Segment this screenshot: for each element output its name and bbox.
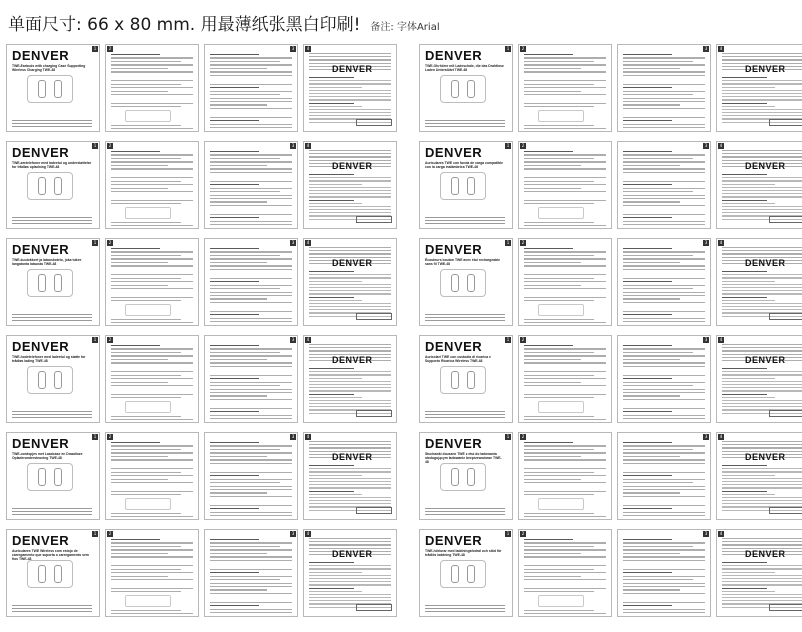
manual-instructions-page bbox=[105, 432, 199, 520]
denver-logo: DENVER bbox=[425, 436, 483, 451]
denver-logo: DENVER bbox=[332, 64, 373, 74]
page-number-badge: 3 bbox=[291, 46, 295, 51]
cover-footer-text bbox=[425, 216, 505, 224]
instruction-text bbox=[111, 248, 193, 326]
page-number-badge: 2 bbox=[521, 337, 525, 342]
cover-title: Auriculares TWE Wireless com estojo de carregamento que suporta o carregamento sem fios TWE-48 bbox=[12, 549, 89, 561]
earbuds-illustration bbox=[27, 560, 73, 588]
manual-back-page bbox=[716, 141, 802, 229]
page-number-badge: 4 bbox=[719, 531, 723, 536]
cover-title: TWE-oordopjes met Laadcase en Draadloze Opladerondersteuning TWE-48 bbox=[12, 452, 83, 460]
manual-instructions-page bbox=[204, 529, 298, 617]
specification-text bbox=[309, 368, 391, 416]
specification-text bbox=[309, 174, 391, 222]
cover-footer-text bbox=[12, 119, 92, 127]
manual-cover-page bbox=[419, 529, 513, 617]
page-number-badge: 3 bbox=[704, 337, 708, 342]
page-number-badge: 4 bbox=[306, 337, 310, 342]
charging-diagram bbox=[538, 401, 584, 413]
instruction-text bbox=[524, 248, 606, 326]
cover-footer-text bbox=[12, 604, 92, 612]
cover-footer-text bbox=[425, 119, 505, 127]
instruction-text bbox=[623, 248, 705, 326]
page-number-badge: 3 bbox=[291, 143, 295, 148]
cover-footer-text bbox=[425, 313, 505, 321]
specification-text bbox=[309, 465, 391, 513]
page-number-badge: 3 bbox=[704, 531, 708, 536]
page-number-badge: 3 bbox=[704, 143, 708, 148]
page-number-badge: 4 bbox=[719, 143, 723, 148]
page-number-badge: 1 bbox=[506, 531, 510, 536]
page-number-badge: 4 bbox=[719, 434, 723, 439]
charging-diagram bbox=[125, 110, 171, 122]
denver-logo: DENVER bbox=[12, 339, 70, 354]
page-number-badge: 1 bbox=[506, 434, 510, 439]
manual-back-page bbox=[303, 432, 397, 520]
manual-back-page bbox=[716, 238, 802, 326]
manual-instructions-page bbox=[617, 335, 711, 423]
denver-logo: DENVER bbox=[425, 533, 483, 548]
manual-instructions-page bbox=[105, 44, 199, 132]
cover-title: TWE-hörlurar med laddningsfodral och stöd för trådlös laddning TWE-48 bbox=[425, 549, 502, 557]
instruction-text bbox=[111, 442, 193, 520]
denver-logo: DENVER bbox=[745, 258, 786, 268]
instruction-text bbox=[524, 54, 606, 132]
charging-diagram bbox=[538, 498, 584, 510]
charging-diagram bbox=[538, 110, 584, 122]
instruction-text bbox=[210, 54, 292, 132]
specification-text bbox=[722, 77, 802, 125]
instruction-text bbox=[111, 151, 193, 229]
instruction-text bbox=[524, 151, 606, 229]
manual-cover-page bbox=[419, 238, 513, 326]
page-number-badge: 4 bbox=[306, 46, 310, 51]
cover-title: TWE-Ohrhörer mit Ladeschale, die das Drahtlose Laden Unterstützt TWE-48 bbox=[425, 64, 504, 72]
page-number-badge: 1 bbox=[93, 434, 97, 439]
earbuds-illustration bbox=[27, 366, 73, 394]
page-number-badge: 4 bbox=[306, 531, 310, 536]
page-number-badge: 4 bbox=[719, 240, 723, 245]
manual-back-page bbox=[303, 44, 397, 132]
instruction-text bbox=[210, 151, 292, 229]
instruction-text bbox=[210, 345, 292, 423]
sheet-row bbox=[6, 141, 798, 231]
cover-footer-text bbox=[12, 410, 92, 418]
page-number-badge: 2 bbox=[108, 337, 112, 342]
instruction-text bbox=[623, 539, 705, 617]
manual-back-page bbox=[716, 335, 802, 423]
specification-text bbox=[722, 271, 802, 319]
specification-text bbox=[309, 562, 391, 610]
denver-logo: DENVER bbox=[12, 48, 70, 63]
page-number-badge: 2 bbox=[521, 240, 525, 245]
page-number-badge: 1 bbox=[93, 143, 97, 148]
denver-logo: DENVER bbox=[425, 242, 483, 257]
manual-imposition-sheet bbox=[6, 44, 798, 628]
battery-warning-box bbox=[356, 216, 392, 223]
battery-warning-box bbox=[356, 313, 392, 320]
page-number-badge: 2 bbox=[521, 434, 525, 439]
denver-logo: DENVER bbox=[425, 145, 483, 160]
page-number-badge: 1 bbox=[93, 46, 97, 51]
earbuds-illustration bbox=[440, 172, 486, 200]
manual-cover-page bbox=[6, 141, 100, 229]
page-number-badge: 2 bbox=[108, 531, 112, 536]
earbuds-illustration bbox=[440, 269, 486, 297]
manual-instructions-page bbox=[518, 141, 612, 229]
page-number-badge: 3 bbox=[291, 240, 295, 245]
earbuds-illustration bbox=[440, 463, 486, 491]
page-number-badge: 4 bbox=[719, 46, 723, 51]
denver-logo: DENVER bbox=[332, 355, 373, 365]
page-number-badge: 2 bbox=[108, 46, 112, 51]
battery-warning-box bbox=[769, 604, 802, 611]
charging-diagram bbox=[125, 498, 171, 510]
cover-footer-text bbox=[425, 410, 505, 418]
sheet-row bbox=[6, 44, 798, 134]
cover-footer-text bbox=[425, 507, 505, 515]
manual-back-page bbox=[303, 335, 397, 423]
manual-instructions-page bbox=[518, 335, 612, 423]
denver-logo: DENVER bbox=[745, 161, 786, 171]
sheet-row bbox=[6, 432, 798, 522]
page-number-badge: 4 bbox=[719, 337, 723, 342]
page-number-badge: 1 bbox=[93, 337, 97, 342]
instruction-text bbox=[623, 345, 705, 423]
instruction-text bbox=[111, 345, 193, 423]
manual-cover-page bbox=[419, 141, 513, 229]
manual-instructions-page bbox=[518, 238, 612, 326]
charging-diagram bbox=[538, 595, 584, 607]
instruction-text bbox=[210, 442, 292, 520]
denver-logo: DENVER bbox=[12, 436, 70, 451]
battery-warning-box bbox=[356, 507, 392, 514]
cover-footer-text bbox=[12, 313, 92, 321]
specification-text bbox=[722, 368, 802, 416]
battery-warning-box bbox=[769, 507, 802, 514]
denver-logo: DENVER bbox=[425, 339, 483, 354]
manual-cover-page bbox=[6, 44, 100, 132]
manual-cover-page bbox=[419, 335, 513, 423]
page-number-badge: 4 bbox=[306, 434, 310, 439]
print-spec-title: 单面尺寸: 66 x 80 mm. 用最薄纸张黑白印刷! bbox=[8, 15, 361, 35]
sheet-row bbox=[6, 335, 798, 425]
manual-instructions-page bbox=[204, 238, 298, 326]
manual-instructions-page bbox=[518, 44, 612, 132]
earbuds-illustration bbox=[27, 172, 73, 200]
page-number-badge: 2 bbox=[521, 143, 525, 148]
manual-cover-page bbox=[6, 238, 100, 326]
denver-logo: DENVER bbox=[332, 161, 373, 171]
denver-logo: DENVER bbox=[745, 549, 786, 559]
cover-footer-text bbox=[12, 216, 92, 224]
page-number-badge: 3 bbox=[704, 434, 708, 439]
print-spec-header bbox=[8, 10, 440, 34]
specification-text bbox=[722, 465, 802, 513]
battery-warning-box bbox=[356, 410, 392, 417]
denver-logo: DENVER bbox=[745, 452, 786, 462]
cover-title: Écouteurs bouton TWE avec étui rechargeable sans fil TWE-48 bbox=[425, 258, 500, 266]
sheet-row bbox=[6, 529, 798, 619]
charging-diagram bbox=[125, 401, 171, 413]
manual-instructions-page bbox=[617, 44, 711, 132]
manual-back-page bbox=[716, 44, 802, 132]
earbuds-illustration bbox=[440, 366, 486, 394]
cover-title: TWE-kuulokkeet ja latauskotelo, joka tukee langatonta latausta TWE-48 bbox=[12, 258, 82, 266]
cover-title: Słuchawki douszne TWE z etui do ładowania obsługującym ładowanie bezprzewodowe TWE-48 bbox=[425, 452, 502, 464]
manual-cover-page bbox=[6, 432, 100, 520]
manual-instructions-page bbox=[105, 335, 199, 423]
instruction-text bbox=[623, 442, 705, 520]
earbuds-illustration bbox=[440, 560, 486, 588]
specification-text bbox=[309, 271, 391, 319]
cover-title: Auriculares TWE con funda de carga compatible con la carga inalámbrica TWE-48 bbox=[425, 161, 504, 169]
manual-instructions-page bbox=[617, 432, 711, 520]
specification-text bbox=[722, 174, 802, 222]
page-number-badge: 2 bbox=[521, 531, 525, 536]
denver-logo: DENVER bbox=[12, 145, 70, 160]
page-number-badge: 2 bbox=[108, 434, 112, 439]
specification-text bbox=[722, 562, 802, 610]
earbuds-illustration bbox=[27, 269, 73, 297]
instruction-text bbox=[623, 151, 705, 229]
page-number-badge: 3 bbox=[704, 240, 708, 245]
instruction-text bbox=[524, 539, 606, 617]
manual-back-page bbox=[303, 529, 397, 617]
battery-warning-box bbox=[769, 410, 802, 417]
manual-instructions-page bbox=[617, 529, 711, 617]
instruction-text bbox=[210, 248, 292, 326]
denver-logo: DENVER bbox=[332, 258, 373, 268]
manual-cover-page bbox=[6, 529, 100, 617]
cover-footer-text bbox=[425, 604, 505, 612]
manual-instructions-page bbox=[105, 141, 199, 229]
manual-instructions-page bbox=[105, 238, 199, 326]
manual-cover-page bbox=[6, 335, 100, 423]
manual-instructions-page bbox=[617, 141, 711, 229]
instruction-text bbox=[524, 442, 606, 520]
page-number-badge: 2 bbox=[108, 143, 112, 148]
denver-logo: DENVER bbox=[12, 533, 70, 548]
page-number-badge: 1 bbox=[506, 337, 510, 342]
page-number-badge: 4 bbox=[306, 240, 310, 245]
battery-warning-box bbox=[769, 216, 802, 223]
charging-diagram bbox=[538, 207, 584, 219]
manual-instructions-page bbox=[105, 529, 199, 617]
charging-diagram bbox=[125, 207, 171, 219]
cover-title: TWE-Earbuds with charging Case Supporting Wireless Charging TWE-48 bbox=[12, 64, 86, 72]
earbuds-illustration bbox=[440, 75, 486, 103]
instruction-text bbox=[111, 54, 193, 132]
cover-title: Auricolari TWE con custodia di ricarica e Supporto Ricarica Wireless TWE-48 bbox=[425, 355, 491, 363]
page-number-badge: 3 bbox=[291, 337, 295, 342]
manual-cover-page bbox=[419, 44, 513, 132]
manual-instructions-page bbox=[518, 529, 612, 617]
manual-back-page bbox=[716, 529, 802, 617]
charging-diagram bbox=[125, 304, 171, 316]
battery-warning-box bbox=[356, 119, 392, 126]
page-number-badge: 1 bbox=[93, 531, 97, 536]
denver-logo: DENVER bbox=[332, 549, 373, 559]
page-number-badge: 1 bbox=[506, 46, 510, 51]
denver-logo: DENVER bbox=[12, 242, 70, 257]
instruction-text bbox=[524, 345, 606, 423]
manual-cover-page bbox=[419, 432, 513, 520]
cover-footer-text bbox=[12, 507, 92, 515]
page-number-badge: 2 bbox=[108, 240, 112, 245]
page-number-badge: 3 bbox=[291, 531, 295, 536]
manual-instructions-page bbox=[204, 432, 298, 520]
font-note: 备注: 字体Arial bbox=[370, 22, 440, 33]
manual-instructions-page bbox=[204, 335, 298, 423]
manual-back-page bbox=[303, 238, 397, 326]
battery-warning-box bbox=[356, 604, 392, 611]
earbuds-illustration bbox=[27, 463, 73, 491]
denver-logo: DENVER bbox=[425, 48, 483, 63]
denver-logo: DENVER bbox=[332, 452, 373, 462]
denver-logo: DENVER bbox=[745, 355, 786, 365]
page-number-badge: 3 bbox=[704, 46, 708, 51]
charging-diagram bbox=[538, 304, 584, 316]
cover-title: TWE-hodetelefoner med ladeetui og støtte for trådløs lading TWE-48 bbox=[12, 355, 86, 363]
page-number-badge: 2 bbox=[521, 46, 525, 51]
manual-instructions-page bbox=[204, 141, 298, 229]
manual-instructions-page bbox=[617, 238, 711, 326]
manual-back-page bbox=[716, 432, 802, 520]
manual-instructions-page bbox=[518, 432, 612, 520]
manual-back-page bbox=[303, 141, 397, 229]
page-number-badge: 1 bbox=[93, 240, 97, 245]
cover-title: TWE-øretelefoner med ladeetui og understøttelse for trådløs opladning TWE-48 bbox=[12, 161, 92, 169]
instruction-text bbox=[111, 539, 193, 617]
battery-warning-box bbox=[769, 119, 802, 126]
page-number-badge: 1 bbox=[506, 143, 510, 148]
sheet-row bbox=[6, 238, 798, 328]
specification-text bbox=[309, 77, 391, 125]
page-number-badge: 4 bbox=[306, 143, 310, 148]
denver-logo: DENVER bbox=[745, 64, 786, 74]
earbuds-illustration bbox=[27, 75, 73, 103]
page-number-badge: 1 bbox=[506, 240, 510, 245]
page-number-badge: 3 bbox=[291, 434, 295, 439]
battery-warning-box bbox=[769, 313, 802, 320]
instruction-text bbox=[623, 54, 705, 132]
manual-instructions-page bbox=[204, 44, 298, 132]
instruction-text bbox=[210, 539, 292, 617]
charging-diagram bbox=[125, 595, 171, 607]
